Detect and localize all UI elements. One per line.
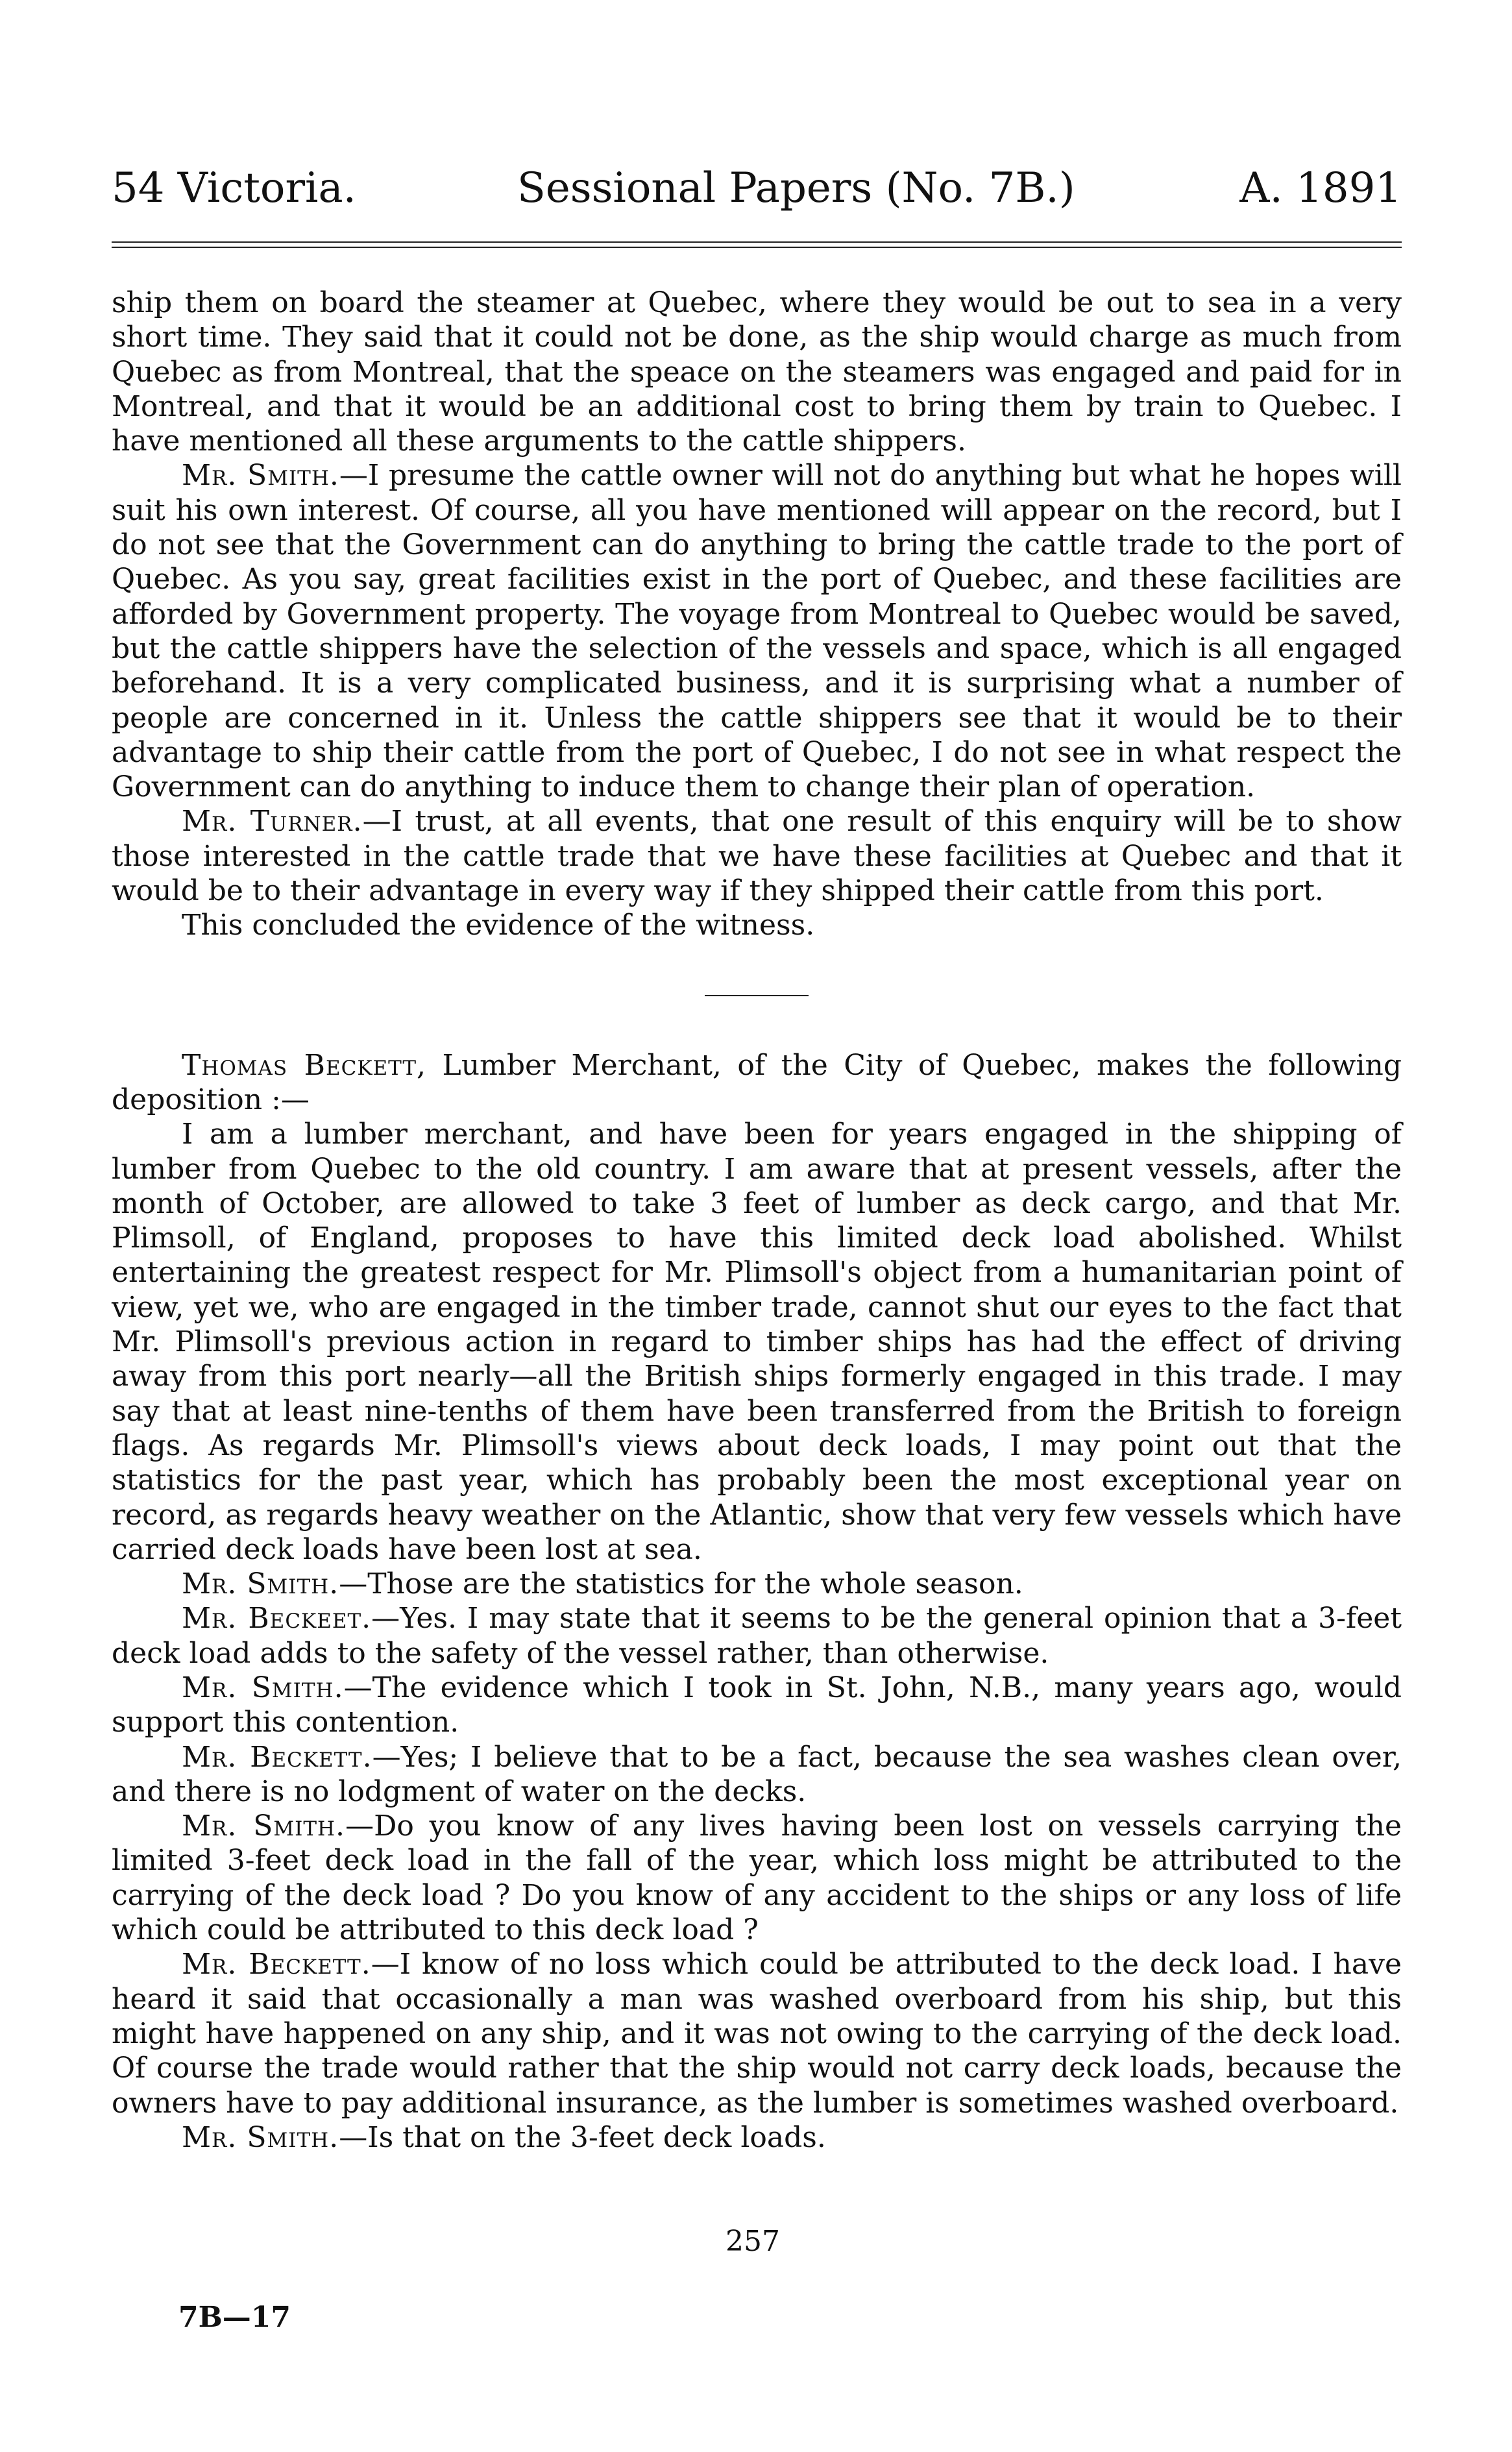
signature-mark: 7B—17 xyxy=(178,2301,291,2334)
paragraph-text: —Those are the statistics for the whole season. xyxy=(339,1567,1023,1601)
paragraph-text: —The evidence which I took in St. John, N.B., many years ago, would support this contention. xyxy=(112,1671,1402,1739)
paragraph-text: Lumber Merchant, of the City of Quebec, makes the following deposition :— xyxy=(112,1048,1402,1116)
speaker-name: Mr. Smith. xyxy=(182,2120,339,2154)
speaker-name: Mr. Smith. xyxy=(182,1671,344,1704)
paragraph-text: —Yes; I believe that to be a fact, because the sea washes clean over, and there is no lodgment of water on the decks. xyxy=(112,1740,1402,1808)
paragraph-smith-5 xyxy=(112,2120,1402,2155)
paragraph-smith-1 xyxy=(112,458,1402,804)
paragraph-text: —Yes. I may state that it seems to be the general opinion that a 3-feet deck load adds to the safety of the vessel rather, than otherwise. xyxy=(112,1602,1402,1670)
paragraph-continuation: ship them on board the steamer at Quebec, where they would be out to sea in a very short time. They said that it could not be done, as the ship would charge as much from Quebec as from Montreal, that the speace on the steamers was engaged and paid for in Montreal, and that it would be an additional cost to bring them by train to Quebec. I have mentioned all these arguments to the cattle shippers. xyxy=(112,286,1402,458)
speaker-name: Mr. Smith. xyxy=(182,459,339,493)
speaker-name: Mr. Beckett. xyxy=(182,1740,372,1774)
speaker-name: Mr. Smith. xyxy=(182,1809,346,1843)
paragraph-beckett-2 xyxy=(112,1740,1402,1809)
paragraph-smith-4 xyxy=(112,1809,1402,1947)
paragraph-text: —I know of no loss which could be attributed to the deck load. I have heard it said that occasionally a man was washed overboard from his ship, but this might have happened on any ship, and it was not owing to the carrying of the deck load. Of course the trade would rather that the ship would not carry deck loads, because the owners have to pay additional insurance, as the lumber is sometimes washed overboard. xyxy=(112,1948,1402,2120)
page-number: 257 xyxy=(726,2225,780,2258)
paragraph-smith-2 xyxy=(112,1567,1402,1601)
speaker-name: Mr. Turner. xyxy=(182,805,363,839)
section-divider xyxy=(705,995,809,996)
witness-name: Thomas Beckett, xyxy=(182,1048,427,1082)
paragraph-deposition-intro xyxy=(112,1048,1402,1118)
page-body xyxy=(112,286,1402,2155)
header-title: Sessional Papers (No. 7B.) xyxy=(517,164,1075,212)
paragraph-conclusion: This concluded the evidence of the witness. xyxy=(182,909,815,942)
header-rule xyxy=(112,241,1402,248)
paragraph-smith-3 xyxy=(112,1671,1402,1740)
header-volume: 54 Victoria. xyxy=(112,164,356,212)
paragraph-beckett-1 xyxy=(112,1601,1402,1671)
speaker-name: Mr. Beckett. xyxy=(182,1948,371,1981)
speaker-name: Mr. Smith. xyxy=(182,1567,339,1601)
paragraph-text: —I presume the cattle owner will not do anything but what he hopes will suit his own interest. Of course, all you have mentioned will appear on the record, but I do not see that the Government can do anything to bring the cattle trade to the port of Quebec. As you say, great facilities exist in the port of Quebec, and these facilities are afforded by Government property. The voyage from Montreal to Quebec would be saved, but the cattle shippers have the selection of the vessels and space, which is all engaged beforehand. It is a very complicated business, and it is surprising what a number of people are concerned in it. Unless the cattle shippers see that it would be to their advantage to ship their cattle from the port of Quebec, I do not see in what respect the Government can do anything to induce them to change their plan of operation. xyxy=(112,459,1402,804)
speaker-name: Mr. Beckeet. xyxy=(182,1602,372,1636)
paragraph-text: —I trust, at all events, that one result of this enquiry will be to show those interested in the cattle trade that we have these facilities at Quebec and that it would be to their advantage in every way if they shipped their cattle from this port. xyxy=(112,805,1402,908)
running-header xyxy=(112,162,1402,214)
paragraph-text: —Is that on the 3-feet deck loads. xyxy=(339,2120,826,2154)
paragraph-text: —Do you know of any lives having been lost on vessels carrying the limited 3-feet deck load in the fall of the year, which loss might be attributed to the carrying of the deck load ? Do you know of any accident to the ships or any loss of life which could be attributed to this deck load ? xyxy=(112,1809,1402,1947)
paragraph-beckett-statement: I am a lumber merchant, and have been for years engaged in the shipping of lumber from Quebec to the old country. I am aware that at present vessels, after the month of October, are allowed to take 3 feet of lumber as deck cargo, and that Mr. Plimsoll, of England, proposes to have this limited deck load abolished. Whilst entertaining the greatest respect for Mr. Plimsoll's object from a humanitarian point of view, yet we, who are engaged in the timber trade, cannot shut our eyes to the fact that Mr. Plimsoll's previous action in regard to timber ships has had the effect of driving away from this port nearly—all the British ships formerly engaged in this trade. I may say that at least nine-tenths of them have been transferred from the British to foreign flags. As regards Mr. Plimsoll's views about deck loads, I may point out that the statistics for the past year, which has probably been the most exceptional year on record, as regards heavy weather on the Atlantic, show that very few vessels which have carried deck loads have been lost at sea. xyxy=(112,1118,1402,1566)
paragraph-turner xyxy=(112,804,1402,908)
paragraph-beckett-3 xyxy=(112,1947,1402,2120)
header-year: A. 1891 xyxy=(1239,164,1402,212)
